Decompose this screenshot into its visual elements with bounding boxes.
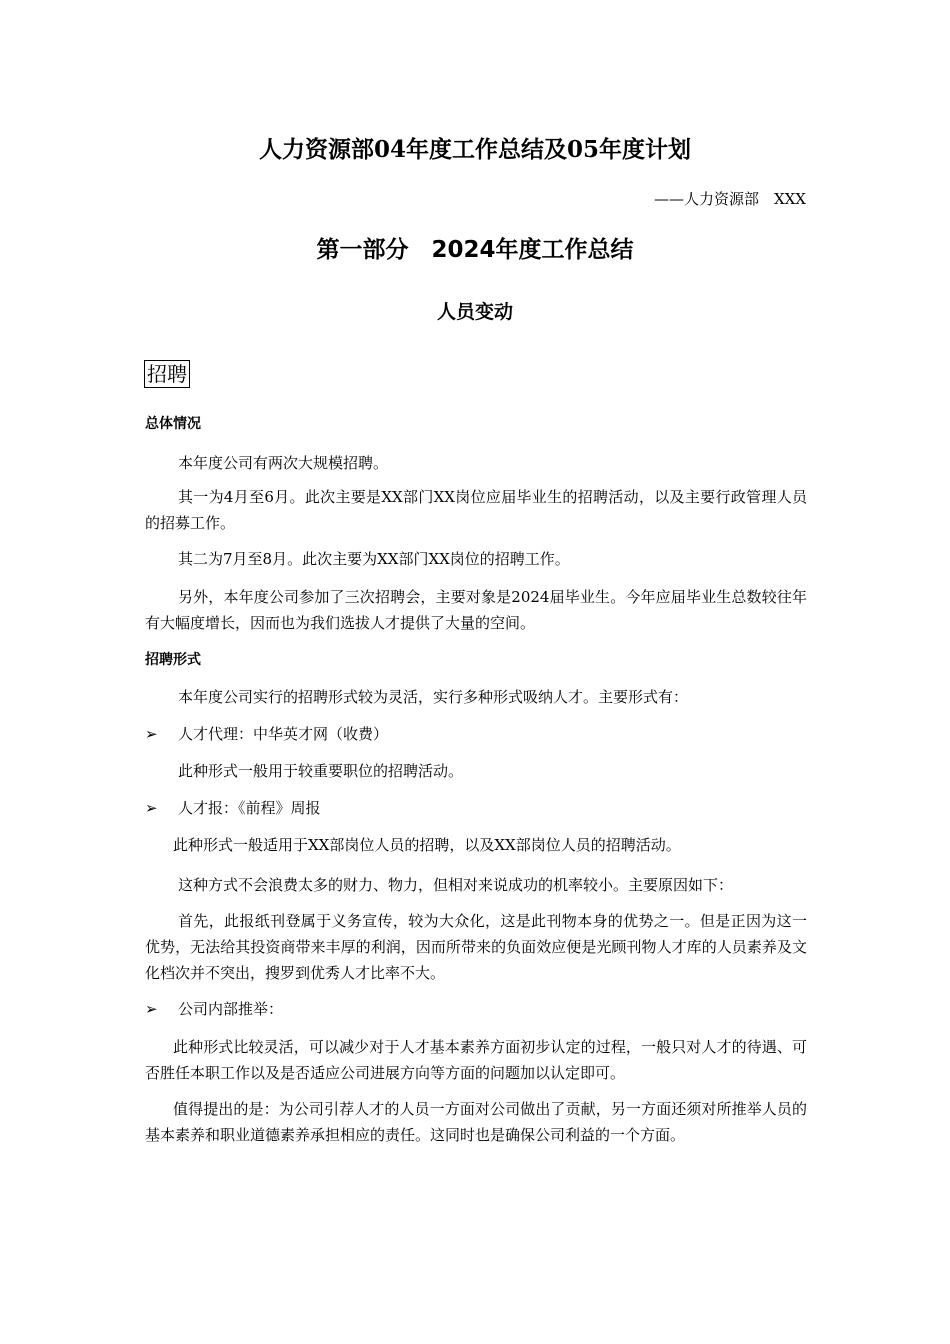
arrow-bullet-icon: ➢	[145, 1000, 158, 1018]
subheading-forms: 招聘形式	[145, 652, 201, 668]
bullet-item	[145, 998, 283, 1020]
bullet-item	[145, 797, 321, 819]
paragraph: 本年度公司有两次大规模招聘。	[178, 454, 389, 472]
boxed-heading-recruitment: 招聘	[144, 360, 190, 388]
arrow-bullet-icon: ➢	[145, 725, 158, 743]
paragraph: 其一为4月至6月。此次主要是XX部门XX岗位应届毕业生的招聘活动，以及主要行政管理人员的招募工作。	[145, 488, 807, 532]
bullet-item	[145, 723, 388, 745]
paragraph: 此种形式一般适用于XX部岗位人员的招聘，以及XX部岗位人员的招聘活动。	[173, 836, 681, 854]
paragraph: 另外，本年度公司参加了三次招聘会，主要对象是2024届毕业生。今年应届毕业生总数较往年有大幅度增长，因而也为我们选拔人才提供了大量的空间。	[145, 588, 807, 632]
paragraph: 此种形式比较灵活，可以减少对于人才基本素养方面初步认定的过程，一般只对人才的待遇、可否胜任本职工作以及是否适应公司进展方向等方面的问题加以认定即可。	[145, 1038, 807, 1082]
bullet-text: 公司内部推举：	[178, 1000, 284, 1018]
section-title: 人员变动	[436, 301, 513, 323]
paragraph: 这种方式不会浪费太多的财力、物力，但相对来说成功的机率较小。主要原因如下：	[178, 876, 734, 894]
document-title: 人力资源部04年度工作总结及05年度计划	[258, 136, 691, 163]
bullet-text: 人才代理：中华英才网（收费）	[178, 725, 389, 743]
paragraph: 此种形式一般用于较重要职位的招聘活动。	[178, 762, 464, 780]
part-title: 第一部分 2024年度工作总结	[316, 237, 634, 263]
subheading-overview: 总体情况	[145, 416, 201, 432]
author-byline: ——人力资源部 XXX	[653, 190, 806, 208]
paragraph: 其二为7月至8月。此次主要为XX部门XX岗位的招聘工作。	[178, 550, 570, 568]
paragraph: 本年度公司实行的招聘形式较为灵活，实行多种形式吸纳人才。主要形式有：	[178, 688, 689, 706]
arrow-bullet-icon: ➢	[145, 799, 158, 817]
paragraph: 值得提出的是：为公司引荐人才的人员一方面对公司做出了贡献，另一方面还须对所推举人员的基本素养和职业道德素养承担相应的责任。这同时也是确保公司利益的一个方面。	[145, 1100, 807, 1144]
bullet-text: 人才报：《前程》周报	[178, 799, 321, 817]
paragraph: 首先，此报纸刊登属于义务宣传，较为大众化，这是此刊物本身的优势之一。但是正因为这一优势，无法给其投资商带来丰厚的利润，因而所带来的负面效应便是光顾刊物人才库的人员素养及文化档次并不突出，搜罗到优秀人才比率不大。	[145, 912, 807, 982]
